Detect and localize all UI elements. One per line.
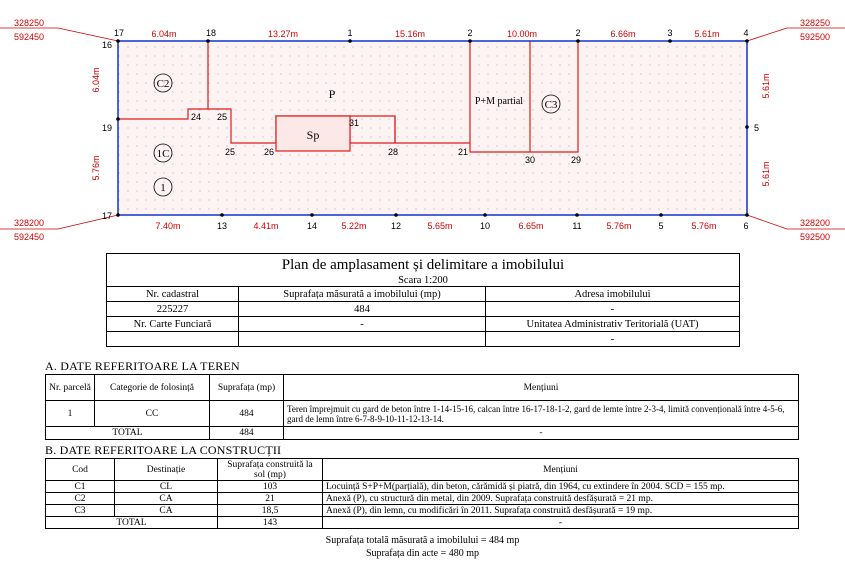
pt-bot-5: 5 xyxy=(658,221,664,231)
coord-bl-n: 328200 xyxy=(13,218,45,228)
label-c3: C3 xyxy=(544,99,558,111)
constr-total-mentiuni: - xyxy=(323,517,799,529)
parcel-dots xyxy=(118,41,747,215)
teren-hdr-suprafata: Suprafața (mp) xyxy=(210,375,284,401)
footer-act-area: Suprafața din acte = 480 mp xyxy=(365,548,480,559)
dim-bot-1: 7.40m xyxy=(155,221,181,231)
val-suprafata: 484 xyxy=(239,302,486,317)
val-uat: - xyxy=(486,332,740,347)
teren-mentiuni: Teren împrejmuit cu gard de beton între 1-14-15-16, calcan între 16-17-18-1-2, gard de lemte între 2-3-4, limită convențională între 4-5-6, gard de lemn între 6-7-8-9-10-11-12-13-14. xyxy=(284,401,799,427)
pt-bot-13: 13 xyxy=(216,221,228,231)
teren-hdr-mentiuni: Mențiuni xyxy=(284,375,799,401)
constr-total-value: 143 xyxy=(218,517,323,529)
teren-suprafata: 484 xyxy=(210,401,284,427)
pt-top-3: 3 xyxy=(667,28,673,38)
pt-in-28: 28 xyxy=(387,147,399,157)
teren-categorie: CC xyxy=(95,401,210,427)
right-vertex-5 xyxy=(745,125,749,129)
constr-total-label: TOTAL xyxy=(46,517,218,529)
pt-in-31: 31 xyxy=(348,118,360,128)
pt-top-18: 18 xyxy=(205,28,217,38)
coord-tr-e: 592500 xyxy=(799,32,831,42)
pt-in-26: 26 xyxy=(263,147,275,157)
pt-top-1: 1 xyxy=(347,28,353,38)
table-row xyxy=(46,401,799,427)
dim-right-1: 5.61m xyxy=(761,73,771,99)
pt-top-17: 17 xyxy=(113,28,125,38)
constr-c2-supr: 21 xyxy=(218,493,323,505)
label-p: P xyxy=(328,87,336,101)
pt-in-29: 29 xyxy=(570,155,582,165)
dim-bot-6: 5.76m xyxy=(606,221,632,231)
teren-table xyxy=(45,374,799,440)
constr-c2-dest: CA xyxy=(115,493,218,505)
val-adresa: - xyxy=(486,302,740,317)
hdr-uat: Unitatea Administrativ Teritorială (UAT) xyxy=(486,317,740,332)
title-block xyxy=(106,253,740,347)
constr-c3-ment: Anexă (P), din lemn, cu modificări în 2011. Suprafața construită desfășurată = 19 mp. xyxy=(323,505,799,517)
teren-total-value: 484 xyxy=(210,427,284,440)
dim-top-3: 15.16m xyxy=(394,29,426,39)
pt-in-30: 30 xyxy=(524,155,536,165)
pt-right-5: 5 xyxy=(754,123,760,133)
constr-c1-cod: C1 xyxy=(46,481,115,493)
constructii-table xyxy=(45,458,799,529)
pt-top-2b: 2 xyxy=(575,28,581,38)
section-a-title: A. DATE REFERITOARE LA TEREN xyxy=(45,359,240,373)
constr-c2-cod: C2 xyxy=(46,493,115,505)
footer-total-area: Suprafața totală măsurată a imobilului = 484 mp xyxy=(325,535,520,546)
hdr-cadastral: Nr. cadastral xyxy=(107,287,239,302)
dim-left-2: 5.76m xyxy=(91,155,101,181)
constr-c1-ment: Locuință S+P+M(parțială), din beton, cărămidă și piatră, din 1964, cu extindere în 2004. SCD = 155 mp. xyxy=(323,481,799,493)
teren-hdr-categorie: Categorie de folosință xyxy=(95,375,210,401)
coord-br-e: 592500 xyxy=(799,232,831,242)
dim-top-1: 6.04m xyxy=(151,29,177,39)
section-b-title: B. DATE REFERITOARE LA CONSTRUCȚII xyxy=(45,443,282,457)
table-row xyxy=(46,481,799,493)
pt-bot-12: 12 xyxy=(390,221,402,231)
pt-in-25b: 25 xyxy=(224,147,236,157)
dim-bot-2: 4.41m xyxy=(253,221,279,231)
hdr-adresa: Adresa imobilului xyxy=(486,287,740,302)
pt-top-4: 4 xyxy=(743,28,749,38)
dim-top-2: 13.27m xyxy=(267,29,299,39)
pt-bot-6: 6 xyxy=(743,221,749,231)
dim-bot-5: 6.65m xyxy=(518,221,544,231)
hdr-carte-funciara: Nr. Carte Funciară xyxy=(107,317,239,332)
label-sp: Sp xyxy=(306,128,320,142)
coord-tr-n: 328250 xyxy=(799,18,831,28)
dim-left-1: 6.04m xyxy=(91,67,101,93)
left-vertex-19 xyxy=(116,117,120,121)
label-1c: 1C xyxy=(156,148,170,160)
label-c2: C2 xyxy=(156,78,170,90)
constr-hdr-cod: Cod xyxy=(46,459,115,481)
pt-left-17: 17 xyxy=(101,211,113,221)
constr-c1-dest: CL xyxy=(115,481,218,493)
table-row xyxy=(46,493,799,505)
constr-hdr-suprafata: Suprafața construită la sol (mp) xyxy=(218,459,323,481)
plan-title: Plan de amplasament și delimitare a imobilului xyxy=(107,254,740,275)
teren-parcela: 1 xyxy=(46,401,95,427)
constr-c3-dest: CA xyxy=(115,505,218,517)
empty-cell-1 xyxy=(107,332,239,347)
dim-top-6: 5.61m xyxy=(694,29,720,39)
empty-cell-2 xyxy=(239,332,486,347)
coord-bl-e: 592450 xyxy=(13,232,45,242)
constr-c2-ment: Anexă (P), cu structură din metal, din 2009. Suprafața construită desfășurată = 21 mp. xyxy=(323,493,799,505)
pt-bot-11: 11 xyxy=(572,221,582,231)
table-row xyxy=(46,427,799,440)
dim-bot-3: 5.22m xyxy=(341,221,367,231)
site-plan-drawing xyxy=(0,0,845,250)
pt-in-21: 21 xyxy=(457,147,469,157)
dim-bot-7: 5.76m xyxy=(691,221,717,231)
table-row xyxy=(46,517,799,529)
pt-top-2a: 2 xyxy=(467,28,473,38)
coord-tl-n: 328250 xyxy=(13,18,45,28)
val-carte-funciara: - xyxy=(239,317,486,332)
constr-c1-supr: 103 xyxy=(218,481,323,493)
teren-total-label: TOTAL xyxy=(46,427,210,440)
coord-br-n: 328200 xyxy=(799,218,831,228)
plan-scale: Scara 1:200 xyxy=(107,274,740,287)
dim-top-4: 10.00m xyxy=(506,29,538,39)
dim-top-5: 6.66m xyxy=(610,29,636,39)
label-1: 1 xyxy=(160,182,166,194)
label-pm: P+M partial xyxy=(474,96,524,107)
pt-bot-14: 14 xyxy=(306,221,318,231)
pt-in-25a: 25 xyxy=(216,112,228,122)
constr-c3-supr: 18,5 xyxy=(218,505,323,517)
val-cadastral: 225227 xyxy=(107,302,239,317)
coord-tl-e: 592450 xyxy=(13,32,45,42)
table-row xyxy=(46,505,799,517)
constr-c3-cod: C3 xyxy=(46,505,115,517)
pt-bot-10: 10 xyxy=(479,221,491,231)
hdr-suprafata: Suprafața măsurată a imobilului (mp) xyxy=(239,287,486,302)
constr-hdr-destinatie: Destinație xyxy=(115,459,218,481)
pt-left-16: 16 xyxy=(101,40,113,50)
pt-left-19: 19 xyxy=(101,123,113,133)
teren-total-mentiuni: - xyxy=(284,427,799,440)
teren-hdr-parcela: Nr. parcelă xyxy=(46,375,95,401)
pt-in-24: 24 xyxy=(190,112,202,122)
dim-right-2: 5.61m xyxy=(761,161,771,187)
dim-bot-4: 5.65m xyxy=(427,221,453,231)
constr-hdr-mentiuni: Mențiuni xyxy=(323,459,799,481)
